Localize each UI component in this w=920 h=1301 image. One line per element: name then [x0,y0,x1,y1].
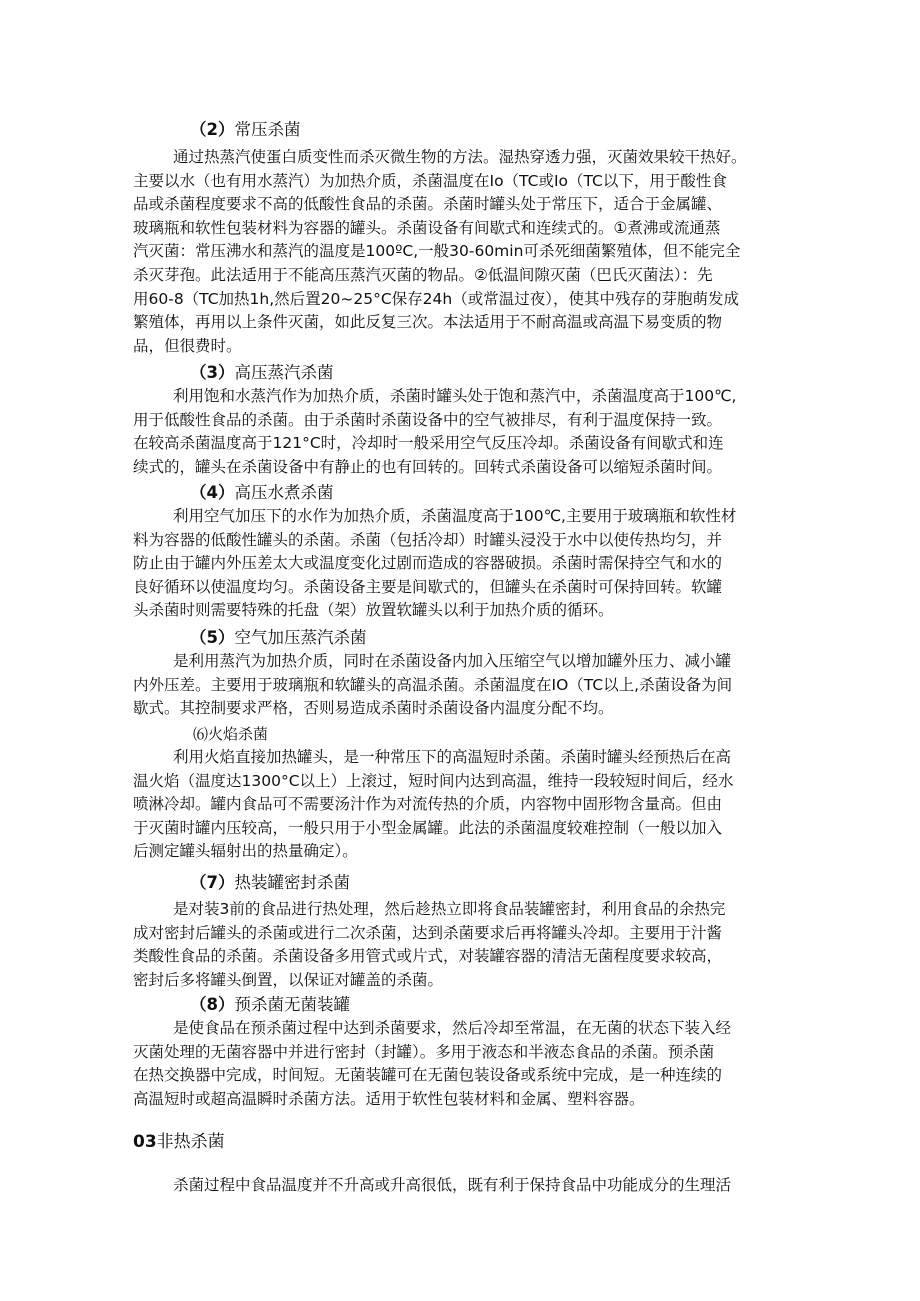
section-body-2: 通过热蒸汽使蛋白质变性而杀灭微生物的方法。湿热穿透力强，灭菌效果较干热好。 主要以水（也有用水蒸汽）为加热介质，杀菌温度在Io（TC或Io（TC以下，用于酸性食 品或杀菌程度要求不高的低酸性食品的杀菌。杀菌时罐头处于常压下，适合于金属罐、 玻璃瓶和软性包装材料为容器的罐头。杀菌设备有间歇式和连续式的。①煮沸或流通蒸 汽灭菌：常压沸水和蒸汽的温度是100ºC,一般30-60min可杀死细菌繁殖体，但不能完全 杀灭芽孢。此法适用于不能高压蒸汽灭菌的物品。②低温间隙灭菌（巴氏灭菌法）：先 用60-8（TC加热1h,然后置20~25°C保存24h（或常温过夜），使其中残存的芽胞萌发成 繁殖体，再用以上条件灭菌，如此反复三次。本法适用于不耐高温或高温下易变质的物 品，但很费时。 [133,148,747,355]
section-body-6: 利用火焰直接加热罐头，是一种常压下的高温短时杀菌。杀菌时罐头经预热后在高 温火焰（温度达1300°C以上）上滚过，短时间内达到高温，维持一段较短时间后，经水 喷淋冷却。罐内食品可不需要汤汁作为对流传热的介质，内容物中固形物含量高。但由 于灭菌时罐内压较高，一般只用于小型金属罐。此法的杀菌温度较难控制（一般以加入 后测定罐头辐射出的热量确定）。 [133,748,734,861]
section-number: （2） [190,120,235,139]
section-heading-5 [190,626,366,650]
section-heading-4 [190,481,333,505]
section-title: 预杀菌无菌装罐 [234,995,350,1014]
part-title: 非热杀菌 [156,1132,225,1152]
section-title: 空气加压蒸汽杀菌 [234,628,367,647]
section-heading-2 [190,118,300,142]
section-heading-3 [190,361,333,385]
section-body-5: 是利用蒸汽为加热介质，同时在杀菌设备内加入压缩空气以增加罐外压力、减小罐 内外压差。主要用于玻璃瓶和软罐头的高温杀菌。杀菌温度在IO（TC以上,杀菌设备为间 歇式。其控制要求严格，否则易造成杀菌时杀菌设备内温度分配不均。 [133,652,733,718]
section-number: （8） [190,995,235,1014]
section-body-4: 利用空气加压下的水作为加热介质，杀菌温度高于100℃,主要用于玻璃瓶和软性材 料为容器的低酸性罐头的杀菌。杀菌（包括冷却）时罐头浸没于水中以使传热均匀，并 防止由于罐内外压差太大或温度变化过剧而造成的容器破损。杀菌时需保持空气和水的 良好循环以使温度均匀。杀菌设备主要是间歇式的，但罐头在杀菌时可保持回转。软罐 头杀菌时则需要特殊的托盘（架）放置软罐头以利于加热介质的循环。 [133,507,737,620]
section-number: （3） [190,363,235,382]
section-heading-6 [193,722,268,746]
section-body-7: 是对装3前的食品进行热处理，然后趁热立即将食品装罐密封，利用食品的余热完 成对密封后罐头的杀菌或进行二次杀菌，达到杀菌要求后再将罐头冷却。主要用于汁酱 类酸性食品的杀菌。杀菌设备多用管式或片式，对装罐容器的清洁无菌程度要求较高， 密封后多将罐头倒置，以保证对罐盖的杀菌。 [133,900,726,989]
part-number: 03 [133,1132,157,1152]
section-title: 常压杀菌 [234,120,301,139]
section-heading-8 [190,993,350,1017]
section-title: 热装罐密封杀菌 [234,873,350,892]
section-number: ⑹ [193,725,209,743]
section-title: 高压蒸汽杀菌 [234,363,334,382]
section-title: 火焰杀菌 [208,725,269,743]
section-body-8: 是使食品在预杀菌过程中达到杀菌要求，然后冷却至常温，在无菌的状态下装入经 灭菌处理的无菌容器中并进行密封（封罐）。多用于液态和半液态食品的杀菌。预杀菌 在热交换器中完成，时间短。无菌装罐可在无菌包装设备或系统中完成，是一种连续的 高温短时或超高温瞬时杀菌方法。适用于软性包装材料和金属、塑料容器。 [133,1019,732,1108]
section-number: （5） [190,628,235,647]
section-body-3: 利用饱和水蒸汽作为加热介质，杀菌时罐头处于饱和蒸汽中，杀菌温度高于100℃, 用于低酸性食品的杀菌。由于杀菌时杀菌设备中的空气被排尽，有利于温度保持一致。 在较高杀菌温度高于121°C时，冷却时一般采用空气反压冷却。杀菌设备有间歇式和连 续式的，罐头在杀菌设备中有静止的也有回转的。回转式杀菌设备可以缩短杀菌时间。 [133,387,737,476]
part-heading-03 [133,1130,225,1154]
part-body-03: 杀菌过程中食品温度并不升高或升高很低，既有利于保持食品中功能成分的生理活 [173,1176,732,1194]
section-number: （7） [190,873,235,892]
section-heading-7 [190,871,350,895]
section-title: 高压水煮杀菌 [234,483,334,502]
section-number: （4） [190,483,235,502]
